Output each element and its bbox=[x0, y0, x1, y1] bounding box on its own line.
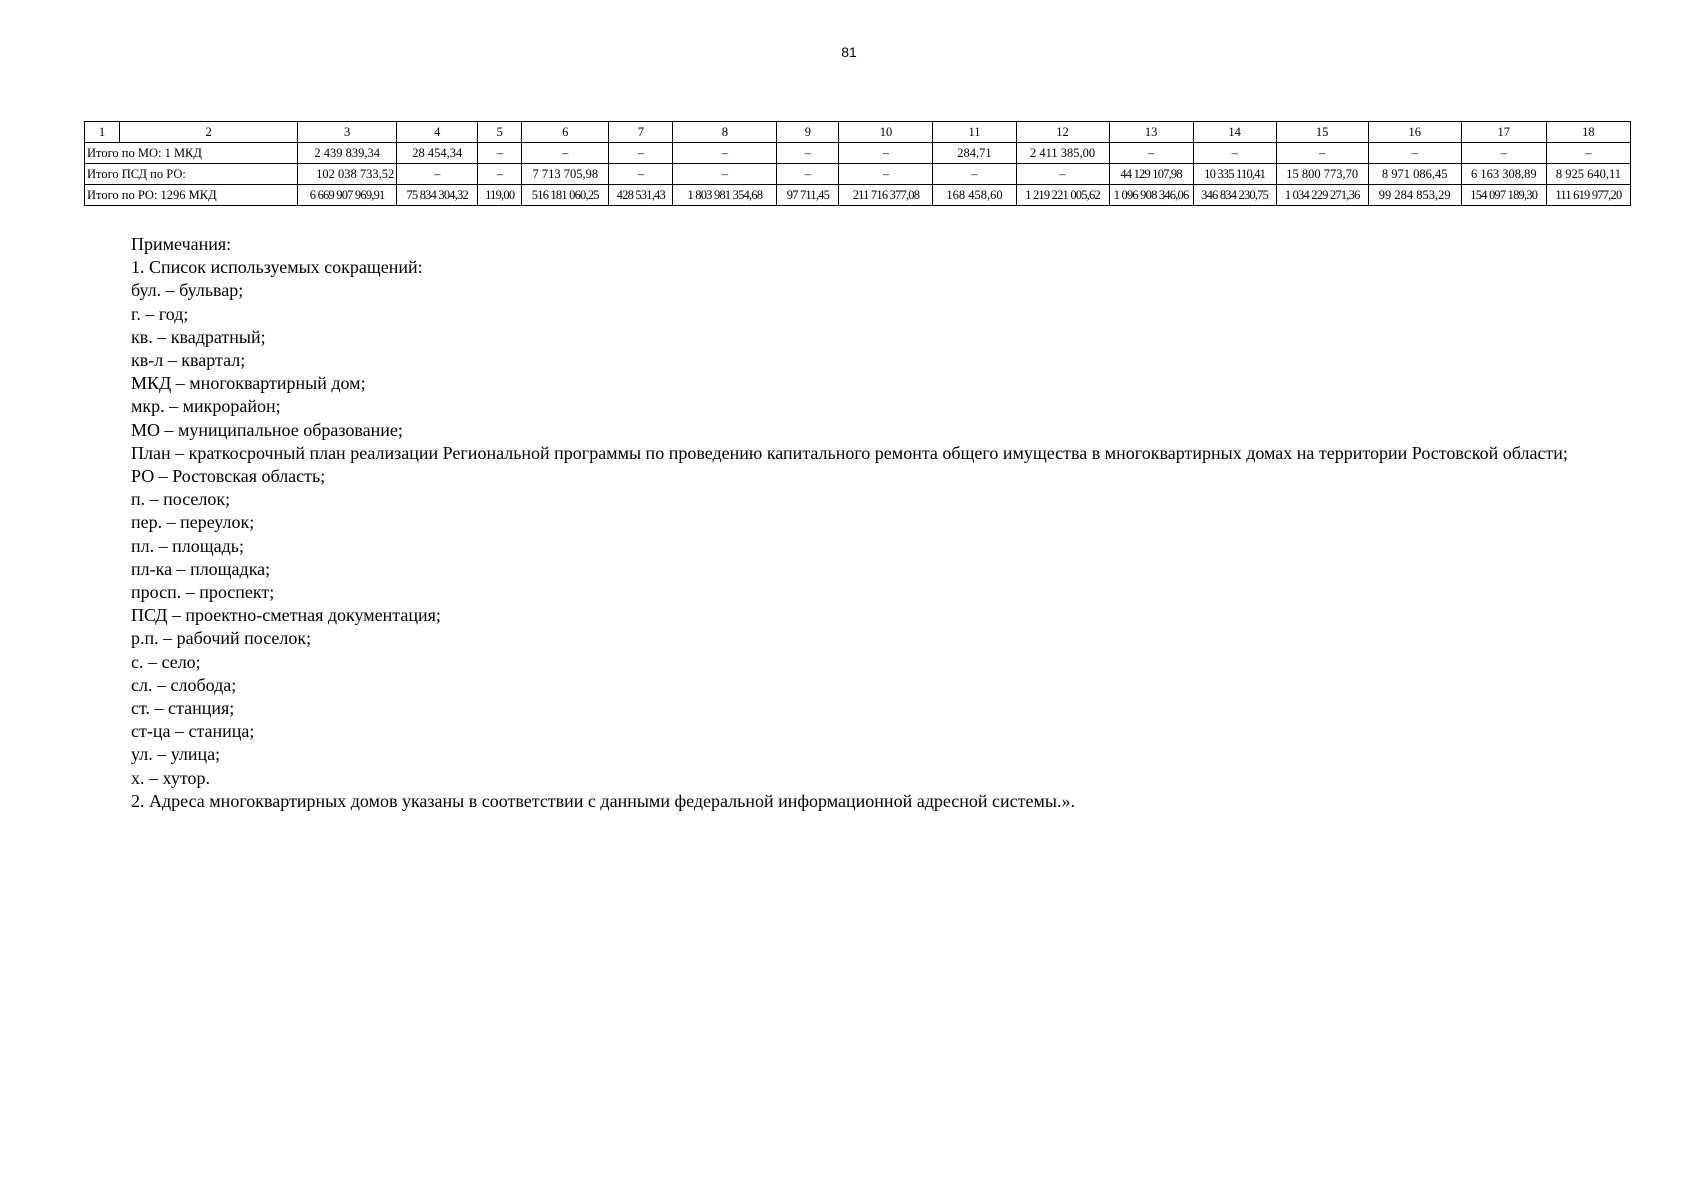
table-cell: 99 284 853,29 bbox=[1368, 185, 1461, 206]
column-number: 6 bbox=[522, 122, 609, 143]
column-number: 13 bbox=[1109, 122, 1193, 143]
column-number: 12 bbox=[1016, 122, 1109, 143]
notes-section bbox=[80, 233, 1630, 813]
column-number: 3 bbox=[298, 122, 397, 143]
abbreviation-item: ст. – станция; bbox=[131, 698, 235, 719]
page-number: 81 bbox=[841, 44, 857, 60]
table-header-row bbox=[85, 122, 1631, 143]
table-cell: 102 038 733,52 bbox=[298, 164, 397, 185]
table-cell: – bbox=[777, 164, 839, 185]
abbreviation-item: р.п. – рабочий поселок; bbox=[131, 628, 312, 649]
abbreviation-item: ПСД – проектно-сметная документация; bbox=[131, 605, 441, 626]
table-cell: – bbox=[839, 143, 933, 164]
table-cell: – bbox=[839, 164, 933, 185]
table-cell: 2 411 385,00 bbox=[1016, 143, 1109, 164]
table-cell: – bbox=[777, 143, 839, 164]
table-cell: 8 971 086,45 bbox=[1368, 164, 1461, 185]
abbreviation-item: кв-л – квартал; bbox=[131, 350, 246, 371]
table-cell: – bbox=[609, 164, 673, 185]
row-label: Итого по МО: 1 МКД bbox=[85, 143, 298, 164]
abbreviation-item: мкр. – микрорайон; bbox=[131, 396, 281, 417]
abbreviation-item: пер. – переулок; bbox=[131, 512, 255, 533]
table-cell: – bbox=[609, 143, 673, 164]
table-cell: – bbox=[1193, 143, 1276, 164]
table-cell: – bbox=[1109, 143, 1193, 164]
abbreviation-item: бул. – бульвар; bbox=[131, 280, 244, 301]
table-cell: 119,00 bbox=[478, 185, 522, 206]
table-cell: 211 716 377,08 bbox=[839, 185, 933, 206]
table-cell: – bbox=[1461, 143, 1546, 164]
table-cell: 2 439 839,34 bbox=[298, 143, 397, 164]
table-cell: 15 800 773,70 bbox=[1276, 164, 1368, 185]
table-row bbox=[85, 143, 1631, 164]
column-number: 15 bbox=[1276, 122, 1368, 143]
column-number: 4 bbox=[397, 122, 478, 143]
table-cell: 8 925 640,11 bbox=[1546, 164, 1630, 185]
abbreviation-item: сл. – слобода; bbox=[131, 674, 237, 695]
abbreviation-item: х. – хутор. bbox=[131, 767, 210, 788]
table-cell: 1 034 229 271,36 bbox=[1276, 185, 1368, 206]
table-cell: 346 834 230,75 bbox=[1193, 185, 1276, 206]
column-number: 1 bbox=[85, 122, 120, 143]
column-number: 11 bbox=[933, 122, 1016, 143]
table-cell: 1 096 908 346,06 bbox=[1109, 185, 1193, 206]
column-number: 2 bbox=[120, 122, 298, 143]
table-cell: – bbox=[933, 164, 1016, 185]
table-row bbox=[85, 164, 1631, 185]
table-cell: – bbox=[1016, 164, 1109, 185]
column-number: 17 bbox=[1461, 122, 1546, 143]
summary-table bbox=[84, 121, 1631, 206]
column-number: 8 bbox=[673, 122, 777, 143]
abbreviations-title: 1. Список используемых сокращений: bbox=[131, 257, 423, 278]
table-cell: 111 619 977,20 bbox=[1546, 185, 1630, 206]
table-cell: – bbox=[397, 164, 478, 185]
table-cell: 97 711,45 bbox=[777, 185, 839, 206]
abbreviation-item: План – краткосрочный план реализации Региональной программы по проведению капитального ремонта общего имущества в многоквартирных домах на территории Ростовской области; bbox=[131, 442, 1568, 463]
table-cell: 75 834 304,32 bbox=[397, 185, 478, 206]
table-cell: 1 803 981 354,68 bbox=[673, 185, 777, 206]
table-cell: 6 163 308,89 bbox=[1461, 164, 1546, 185]
column-number: 7 bbox=[609, 122, 673, 143]
table-cell: 44 129 107,98 bbox=[1109, 164, 1193, 185]
column-number: 14 bbox=[1193, 122, 1276, 143]
column-number: 10 bbox=[839, 122, 933, 143]
row-label: Итого ПСД по РО: bbox=[85, 164, 298, 185]
table-cell: – bbox=[1546, 143, 1630, 164]
column-number: 5 bbox=[478, 122, 522, 143]
abbreviation-item: пл-ка – площадка; bbox=[131, 558, 271, 579]
abbreviation-item: просп. – проспект; bbox=[131, 582, 275, 603]
table-cell: 6 669 907 969,91 bbox=[298, 185, 397, 206]
column-number: 9 bbox=[777, 122, 839, 143]
table-cell: 168 458,60 bbox=[933, 185, 1016, 206]
abbreviation-item: п. – поселок; bbox=[131, 489, 231, 510]
address-note: 2. Адреса многоквартирных домов указаны в соответствии с данными федеральной информационной адресной системы.». bbox=[131, 790, 1075, 811]
table-cell: 428 531,43 bbox=[609, 185, 673, 206]
abbreviation-item: ул. – улица; bbox=[131, 744, 221, 765]
table-cell: – bbox=[1276, 143, 1368, 164]
column-number: 18 bbox=[1546, 122, 1630, 143]
column-number: 16 bbox=[1368, 122, 1461, 143]
table-cell: – bbox=[478, 143, 522, 164]
notes-heading: Примечания: bbox=[131, 234, 232, 254]
abbreviation-item: МКД – многоквартирный дом; bbox=[131, 373, 366, 394]
table-cell: – bbox=[673, 164, 777, 185]
abbreviation-item: РО – Ростовская область; bbox=[131, 466, 326, 487]
abbreviation-item: пл. – площадь; bbox=[131, 535, 244, 556]
row-label: Итого по РО: 1296 МКД bbox=[85, 185, 298, 206]
table-cell: – bbox=[478, 164, 522, 185]
table-row bbox=[85, 185, 1631, 206]
table-cell: 10 335 110,41 bbox=[1193, 164, 1276, 185]
table-cell: 28 454,34 bbox=[397, 143, 478, 164]
table-cell: – bbox=[522, 143, 609, 164]
table-cell: 516 181 060,25 bbox=[522, 185, 609, 206]
table-cell: 1 219 221 005,62 bbox=[1016, 185, 1109, 206]
abbreviation-item: г. – год; bbox=[131, 303, 189, 324]
abbreviation-item: кв. – квадратный; bbox=[131, 326, 266, 347]
table-cell: 284,71 bbox=[933, 143, 1016, 164]
table-cell: 154 097 189,30 bbox=[1461, 185, 1546, 206]
abbreviation-item: с. – село; bbox=[131, 651, 201, 672]
table-cell: – bbox=[673, 143, 777, 164]
abbreviation-item: МО – муниципальное образование; bbox=[131, 419, 403, 440]
abbreviation-item: ст-ца – станица; bbox=[131, 721, 255, 742]
table-cell: – bbox=[1368, 143, 1461, 164]
table-cell: 7 713 705,98 bbox=[522, 164, 609, 185]
